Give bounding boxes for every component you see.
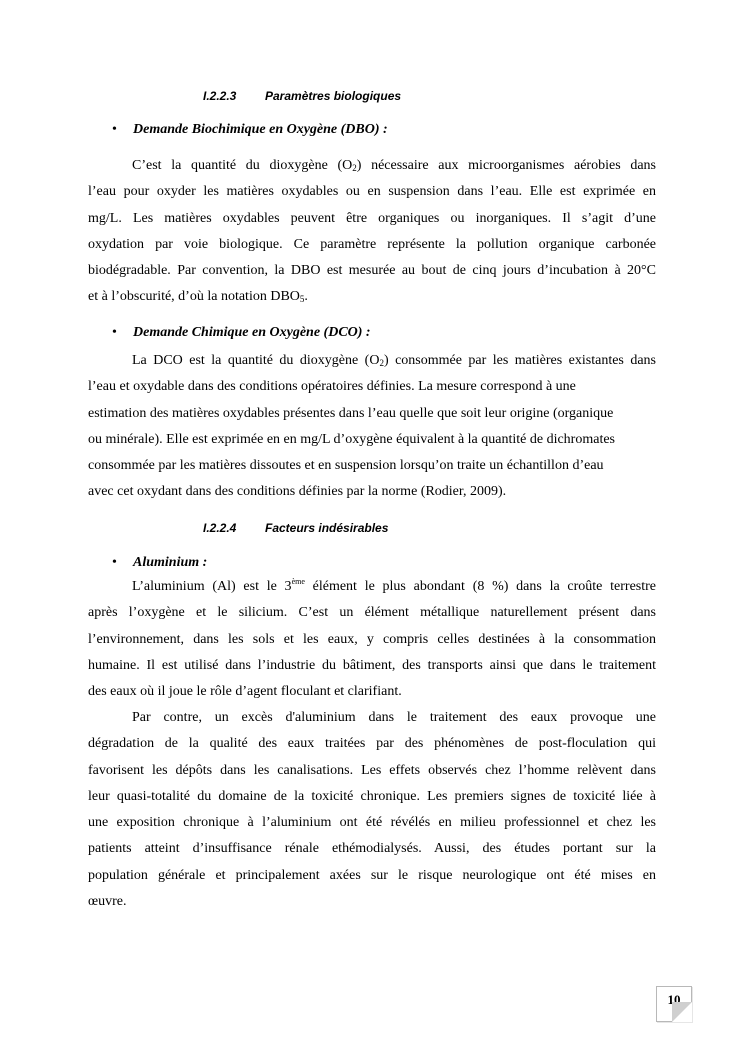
text-line: l’environnement, dans les sols et les eaux, y compris celles destinées à la consommation bbox=[88, 631, 656, 647]
bullet-icon: • bbox=[112, 122, 117, 137]
section-title: Facteurs indésirables bbox=[265, 521, 389, 535]
text-line: ou minérale). Elle est exprimée en en mg/L d’oxygène équivalent à la quantité de dichromates bbox=[88, 431, 616, 447]
text-line: La DCO est la quantité du dioxygène $(O_2)$ consommée par les matières existantes dans bbox=[132, 353, 657, 368]
text-line: dégradation de la qualité des eaux traitées par des phénomènes de post-floculation qui bbox=[88, 736, 656, 752]
text-line: Par contre, un excès d'aluminium dans le traitement des eaux provoque une bbox=[132, 710, 656, 725]
text-line: œuvre. bbox=[88, 894, 127, 910]
text-line: consommée par les matières dissoutes et en suspension lorsqu’on traite un échantillon d’eau bbox=[88, 458, 604, 474]
paragraph-aluminium-1 bbox=[88, 574, 656, 705]
bullet-aluminium-title: Aluminium : bbox=[133, 555, 208, 570]
section-heading-undesirable bbox=[203, 521, 388, 535]
text-line: une exposition chronique à l’aluminium ont été révélés en milieu professionnel et chez les bbox=[88, 815, 656, 831]
section-number: I.2.2.3 bbox=[203, 89, 237, 103]
text-line: l’eau pour oxyder les matières oxydables ou en suspension dans l’eau. Elle est exprimée en bbox=[88, 184, 656, 200]
text-line: estimation des matières oxydables présentes dans l’eau quelle que soit leur origine (organique bbox=[88, 405, 614, 421]
paragraph-dbo bbox=[88, 153, 656, 311]
paragraph-aluminium-2 bbox=[88, 705, 656, 915]
paragraph-dco bbox=[88, 348, 656, 506]
text-line: des eaux où il joue le rôle d’agent floculant et clarifiant. bbox=[88, 684, 402, 700]
page-number-text: 10 bbox=[667, 992, 681, 1007]
page-number bbox=[656, 986, 692, 1022]
text-line: biodégradable. Par convention, la DBO est mesurée au bout de cinq jours d’incubation à 20°C bbox=[88, 263, 656, 279]
text-line: C’est la quantité du dioxygène $(O_2)$ nécessaire aux microorganismes aérobies dans bbox=[132, 158, 656, 173]
text-line: humaine. Il est utilisé dans l’industrie du bâtiment, des transports ainsi que dans le traitement bbox=[88, 657, 656, 673]
text-line: l’eau et oxydable dans des conditions opératoires définies. La mesure correspond à une bbox=[88, 379, 576, 395]
text-line: mg/L. Les matières oxydables peuvent être organiques ou inorganiques. Il s’agit d’une bbox=[88, 210, 656, 226]
text-line: leur quasi-totalité du domaine de la toxicité chronique. Les premiers signes de toxicité liée à bbox=[88, 788, 656, 804]
bullet-icon: • bbox=[112, 325, 117, 340]
section-title: Paramètres biologiques bbox=[265, 89, 402, 103]
bullet-icon: • bbox=[112, 555, 117, 570]
text-line: après l’oxygène et le silicium. C’est un élément métallique naturellement présent dans bbox=[88, 605, 656, 621]
text-line: population générale et principalement axées sur le risque neurologique ont été mises en bbox=[88, 867, 656, 883]
page-curl-icon bbox=[672, 1002, 692, 1022]
bullet-dbo-title: Demande Biochimique en Oxygène (DBO) : bbox=[133, 122, 388, 137]
section-number: I.2.2.4 bbox=[203, 521, 237, 535]
text-line: favorisent les dépôts dans les canalisations. Les effets observés chez l’homme relèvent dans bbox=[88, 762, 656, 778]
text-line: oxydation par voie biologique. Ce paramètre représente la pollution organique carbonée bbox=[88, 236, 656, 252]
text-line: et à l’obscurité, d’où la notation $DBO_5$. bbox=[88, 289, 308, 305]
section-heading-biological bbox=[203, 89, 401, 103]
bullet-dco-title: Demande Chimique en Oxygène (DCO) : bbox=[133, 325, 371, 340]
text-line: avec cet oxydant dans des conditions définies par la norme (Rodier, 2009). bbox=[88, 484, 507, 500]
text-line: patients atteint d’insuffisance rénale ethémodialysés. Aussi, des études portant sur la bbox=[88, 841, 656, 857]
text-line: L’aluminium (Al) est le 3ème élément le plus abondant (8 %) dans la croûte terrestre bbox=[132, 577, 657, 594]
